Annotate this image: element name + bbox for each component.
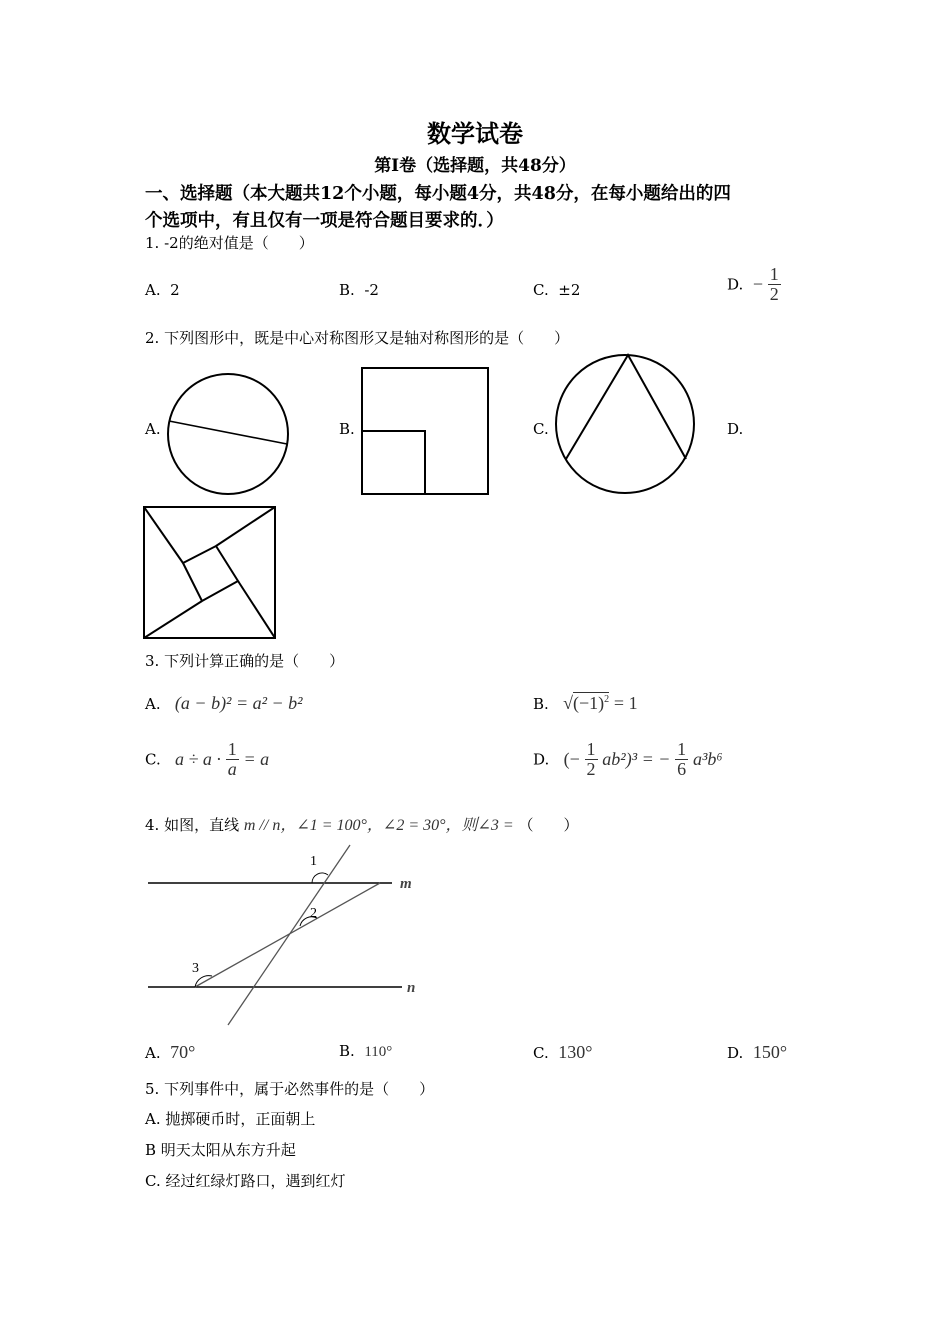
q3-option-c[interactable] — [145, 740, 269, 779]
q1-option-d[interactable] — [727, 265, 781, 304]
fraction: $\frac{1}{2}$ — [769, 264, 779, 304]
q4-option-c[interactable] — [533, 1042, 592, 1063]
q2-figure-c[interactable] — [550, 349, 700, 501]
q3-stem: 3. 下列计算正确的是（ ） — [145, 652, 345, 670]
option-text: 70° — [170, 1042, 196, 1062]
option-label: D. — [533, 750, 550, 769]
option-label: A. — [145, 1044, 161, 1062]
q1-option-a[interactable] — [145, 281, 180, 299]
option-text: 2 — [170, 281, 180, 299]
transversal-2 — [195, 883, 380, 987]
q4-option-d[interactable] — [727, 1042, 787, 1063]
q1-stem: 1. -2的绝对值是（ ） — [145, 234, 314, 252]
q5-option-a[interactable]: A. 抛掷硬币时，正面朝上 — [145, 1110, 316, 1128]
option-text: -2 — [364, 281, 379, 299]
page-title: 数学试卷 — [427, 119, 523, 148]
q4-figure — [140, 840, 430, 1030]
option-text: ±2 — [558, 281, 581, 299]
q2-figure-a[interactable] — [160, 366, 300, 502]
option-math-mid: ab²)³ = − — [602, 748, 671, 769]
option-label: C. — [533, 281, 549, 299]
q2-option-c-label[interactable]: C. — [533, 420, 549, 438]
sqrt-radicand: $(-1)^2$ — [573, 693, 610, 713]
fraction: $\frac{1}{6}$ — [677, 739, 687, 779]
angle-1-label: 1 — [310, 854, 317, 869]
option-math-right: = 1 — [613, 693, 638, 713]
q1-option-b[interactable] — [339, 281, 379, 299]
q3-option-a[interactable] — [145, 693, 303, 714]
option-label: D. — [727, 1044, 744, 1062]
page-subtitle: 第Ⅰ卷（选择题，共48分） — [374, 156, 576, 176]
option-math-right: a³b⁶ — [692, 748, 723, 769]
q2-stem: 2. 下列图形中，既是中心对称图形又是轴对称图形的是（ ） — [145, 329, 570, 347]
q3-option-b[interactable] — [533, 693, 638, 714]
option-math: (a − b)² = a² − b² — [174, 693, 303, 713]
option-text: − — [752, 273, 763, 294]
option-math-left: a ÷ a · — [175, 748, 221, 769]
section-heading-line2: 个选项中，有且仅有一项是符合题目要求的．） — [145, 211, 504, 231]
option-label: B. — [533, 695, 549, 713]
q2-option-b-label[interactable]: B. — [339, 420, 355, 438]
option-label: B. — [339, 281, 355, 299]
option-math-open: (− — [563, 748, 580, 769]
q2-figure-b[interactable] — [358, 364, 494, 500]
q4-option-a[interactable] — [145, 1042, 195, 1063]
section-heading-line1: 一、选择题（本大题共12个小题，每小题4分，共48分，在每小题给出的四 — [145, 184, 731, 204]
q2-option-a-label[interactable]: A. — [145, 420, 161, 438]
option-text: 150° — [752, 1042, 788, 1062]
option-math-right: = a — [243, 748, 270, 769]
q1-option-c[interactable] — [533, 281, 580, 299]
fraction: $\frac{1}{a}$ — [227, 739, 237, 779]
q4-option-b[interactable] — [339, 1042, 392, 1061]
option-label: D. — [727, 275, 744, 294]
sqrt-sign: √ — [563, 693, 573, 713]
option-label: A. — [145, 281, 161, 299]
q3-option-d[interactable] — [533, 740, 723, 779]
line-m-label: m — [400, 876, 412, 892]
option-text: 110° — [364, 1044, 393, 1060]
option-text: 130° — [558, 1042, 593, 1062]
option-label: C. — [145, 750, 161, 769]
option-label: C. — [533, 1044, 549, 1062]
transversal-1 — [228, 845, 350, 1025]
q4-stem: 4. 如图，直线 m // n，∠1 = 100°，∠2 = 30°，则∠3 = （ ） — [145, 816, 579, 834]
angle-3-label: 3 — [192, 961, 199, 976]
q5-option-c[interactable]: C. 经过红绿灯路口，遇到红灯 — [145, 1172, 346, 1190]
line-n-label: n — [407, 980, 416, 996]
q2-figure-d[interactable] — [140, 503, 282, 645]
q2-option-d-label[interactable]: D. — [727, 420, 744, 438]
q5-option-b[interactable]: B 明天太阳从东方升起 — [145, 1141, 296, 1159]
fraction: $\frac{1}{2}$ — [586, 739, 596, 779]
option-label: A. — [145, 695, 161, 713]
angle-2-label: 2 — [310, 906, 317, 921]
option-label: B. — [339, 1042, 355, 1060]
q5-stem: 5. 下列事件中，属于必然事件的是（ ） — [145, 1080, 435, 1098]
